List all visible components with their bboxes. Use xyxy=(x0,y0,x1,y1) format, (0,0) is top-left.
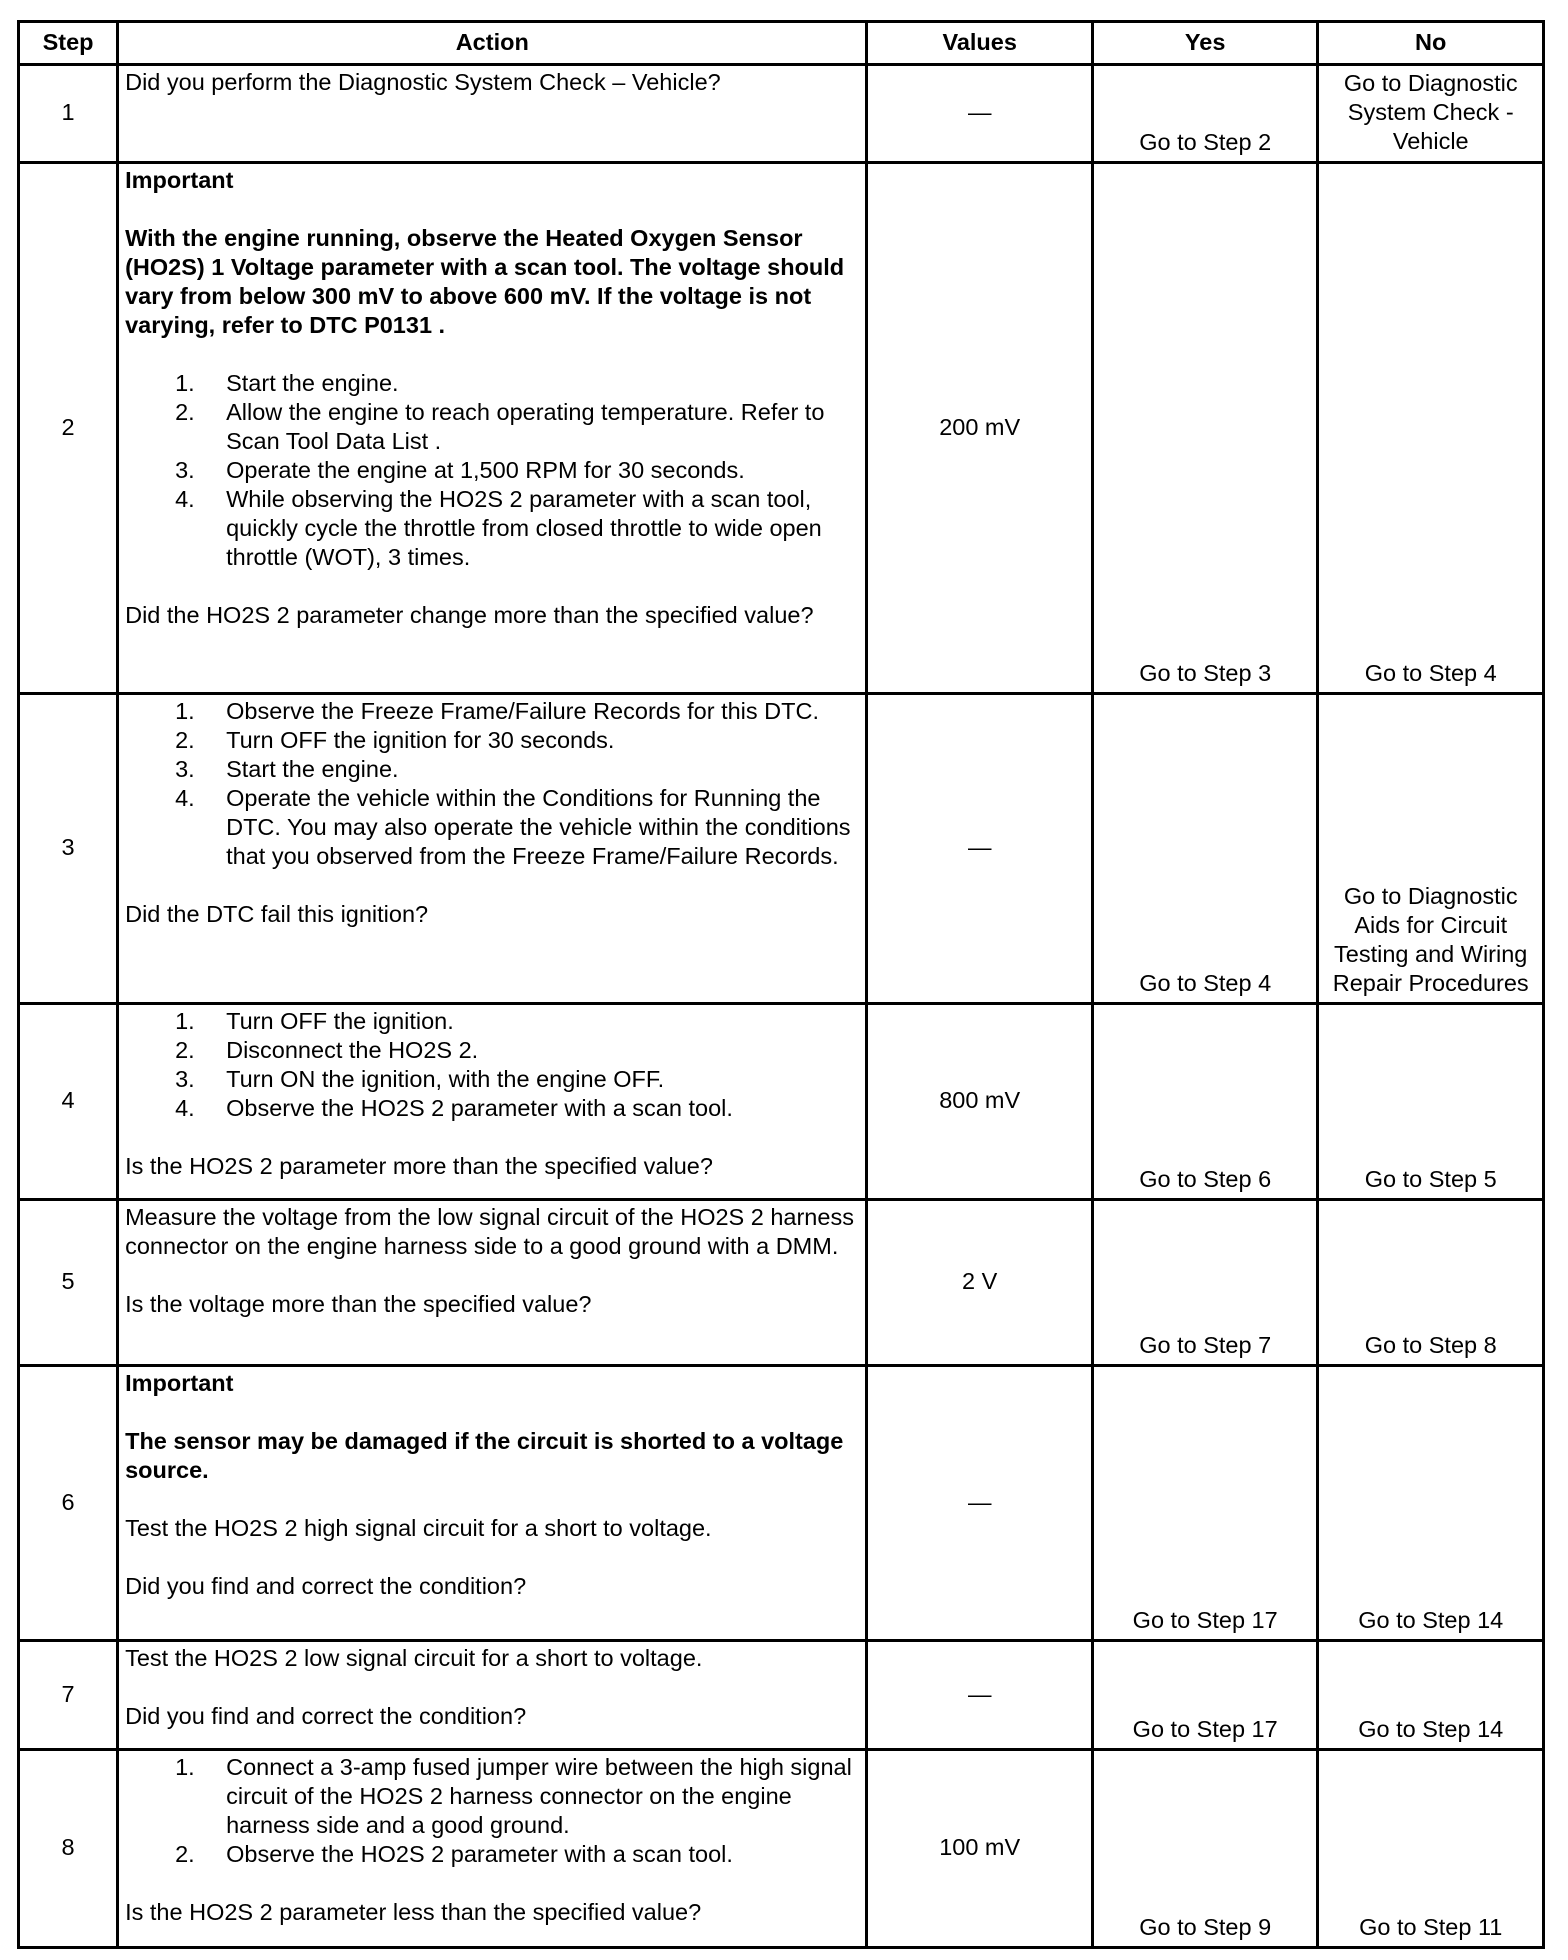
action-cell xyxy=(118,163,867,694)
no-action: Go to Diagnostic System Check - Vehicle xyxy=(1318,65,1544,163)
action-cell xyxy=(118,1750,867,1948)
procedure-step-text: Observe the HO2S 2 parameter with a scan tool. xyxy=(226,1841,733,1867)
important-text: With the engine running, observe the Heated Oxygen Sensor (HO2S) 1 Voltage parameter with a scan tool. The voltage should vary from below 300 mV to above 600 mV. If the voltage is not varying, refer to DTC P0131 . xyxy=(125,225,845,338)
procedure-step xyxy=(125,755,859,784)
procedure-step-text: Turn OFF the ignition. xyxy=(226,1008,454,1034)
important-text: The sensor may be damaged if the circuit is shorted to a voltage source. xyxy=(125,1428,844,1483)
action-text: Test the HO2S 2 low signal circuit for a short to voltage. xyxy=(125,1645,703,1671)
no-action: Go to Step 5 xyxy=(1318,1004,1544,1200)
question-text: Is the voltage more than the specified value? xyxy=(125,1291,592,1317)
diagnostic-table xyxy=(17,20,1545,1949)
procedure-step-text: Allow the engine to reach operating temperature. Refer to Scan Tool Data List . xyxy=(226,399,825,454)
procedure-step-text: Turn OFF the ignition for 30 seconds. xyxy=(226,727,615,753)
procedure-step-number: 2. xyxy=(175,727,195,753)
procedure-step xyxy=(125,398,859,456)
action-cell xyxy=(118,1366,867,1641)
no-action: Go to Step 14 xyxy=(1318,1366,1544,1641)
procedure-step xyxy=(125,1753,859,1840)
action-cell xyxy=(118,694,867,1004)
question-text: Did the HO2S 2 parameter change more than the specified value? xyxy=(125,602,814,628)
header-yes: Yes xyxy=(1092,22,1318,65)
procedure-step-text: Start the engine. xyxy=(226,370,399,396)
procedure-step-number: 3. xyxy=(175,756,195,782)
action-text: Test the HO2S 2 high signal circuit for a short to voltage. xyxy=(125,1515,712,1541)
procedure-step-number: 3. xyxy=(175,1066,195,1092)
procedure-step-text: Connect a 3-amp fused jumper wire between the high signal circuit of the HO2S 2 harness connector on the engine harness side and a good ground. xyxy=(226,1754,852,1838)
yes-action: Go to Step 2 xyxy=(1092,65,1318,163)
yes-action: Go to Step 4 xyxy=(1092,694,1318,1004)
question-text: Did you find and correct the condition? xyxy=(125,1703,527,1729)
important-title: Important xyxy=(125,167,234,193)
procedure-step xyxy=(125,784,859,871)
spec-value: 800 mV xyxy=(867,1004,1093,1200)
procedure-step xyxy=(125,726,859,755)
table-row xyxy=(19,1641,1544,1750)
procedure-step xyxy=(125,1840,859,1869)
question-text: Did you find and correct the condition? xyxy=(125,1573,527,1599)
procedure-step xyxy=(125,456,859,485)
spec-value: — xyxy=(867,1366,1093,1641)
procedure-step-number: 4. xyxy=(175,486,195,512)
procedure-list xyxy=(125,1007,859,1123)
procedure-step-number: 1. xyxy=(175,1754,195,1780)
yes-action: Go to Step 17 xyxy=(1092,1641,1318,1750)
procedure-step xyxy=(125,1007,859,1036)
procedure-list xyxy=(125,369,859,572)
table-body xyxy=(19,65,1544,1948)
procedure-step-text: Operate the vehicle within the Conditions for Running the DTC. You may also operate the vehicle within the conditions that you observed from the Freeze Frame/Failure Records. xyxy=(226,785,851,869)
table-row xyxy=(19,1004,1544,1200)
table-row xyxy=(19,1200,1544,1366)
step-number: 6 xyxy=(19,1366,118,1641)
procedure-step xyxy=(125,485,859,572)
header-values: Values xyxy=(867,22,1093,65)
procedure-step-text: Turn ON the ignition, with the engine OFF. xyxy=(226,1066,665,1092)
header-step: Step xyxy=(19,22,118,65)
procedure-step-text: Disconnect the HO2S 2. xyxy=(226,1037,479,1063)
procedure-step xyxy=(125,1036,859,1065)
procedure-step-number: 1. xyxy=(175,698,195,724)
table-row xyxy=(19,694,1544,1004)
header-row xyxy=(19,22,1544,65)
spec-value: 2 V xyxy=(867,1200,1093,1366)
procedure-step-text: Operate the engine at 1,500 RPM for 30 seconds. xyxy=(226,457,745,483)
spec-value: 100 mV xyxy=(867,1750,1093,1948)
procedure-step xyxy=(125,1094,859,1123)
procedure-step-number: 4. xyxy=(175,785,195,811)
step-number: 3 xyxy=(19,694,118,1004)
action-text: Did you perform the Diagnostic System Check – Vehicle? xyxy=(125,69,721,95)
procedure-step xyxy=(125,1065,859,1094)
step-number: 5 xyxy=(19,1200,118,1366)
question-text: Did the DTC fail this ignition? xyxy=(125,901,429,927)
yes-action: Go to Step 17 xyxy=(1092,1366,1318,1641)
procedure-step-text: Start the engine. xyxy=(226,756,399,782)
no-action: Go to Step 8 xyxy=(1318,1200,1544,1366)
no-action: Go to Step 4 xyxy=(1318,163,1544,694)
procedure-step-number: 1. xyxy=(175,370,195,396)
table-row xyxy=(19,1750,1544,1948)
no-action: Go to Step 14 xyxy=(1318,1641,1544,1750)
header-action: Action xyxy=(118,22,867,65)
step-number: 1 xyxy=(19,65,118,163)
procedure-step-number: 2. xyxy=(175,1841,195,1867)
procedure-step xyxy=(125,697,859,726)
procedure-step-text: While observing the HO2S 2 parameter with a scan tool, quickly cycle the throttle from closed throttle to wide open throttle (WOT), 3 times. xyxy=(226,486,822,570)
action-text: Measure the voltage from the low signal circuit of the HO2S 2 harness connector on the engine harness side to a good ground with a DMM. xyxy=(125,1204,854,1259)
important-title: Important xyxy=(125,1370,234,1396)
step-number: 8 xyxy=(19,1750,118,1948)
yes-action: Go to Step 3 xyxy=(1092,163,1318,694)
procedure-step-number: 3. xyxy=(175,457,195,483)
action-cell xyxy=(118,1200,867,1366)
action-cell xyxy=(118,65,867,163)
yes-action: Go to Step 7 xyxy=(1092,1200,1318,1366)
procedure-step-text: Observe the Freeze Frame/Failure Records for this DTC. xyxy=(226,698,819,724)
question-text: Is the HO2S 2 parameter less than the specified value? xyxy=(125,1899,702,1925)
spec-value: — xyxy=(867,65,1093,163)
procedure-step-number: 1. xyxy=(175,1008,195,1034)
spec-value: — xyxy=(867,1641,1093,1750)
spec-value: — xyxy=(867,694,1093,1004)
procedure-step xyxy=(125,369,859,398)
action-cell xyxy=(118,1641,867,1750)
procedure-step-number: 2. xyxy=(175,1037,195,1063)
table-row xyxy=(19,65,1544,163)
no-action: Go to Diagnostic Aids for Circuit Testing and Wiring Repair Procedures xyxy=(1318,694,1544,1004)
table-row xyxy=(19,163,1544,694)
yes-action: Go to Step 9 xyxy=(1092,1750,1318,1948)
diagnostic-page xyxy=(17,20,1545,1949)
table-row xyxy=(19,1366,1544,1641)
step-number: 7 xyxy=(19,1641,118,1750)
question-text: Is the HO2S 2 parameter more than the specified value? xyxy=(125,1153,713,1179)
action-cell xyxy=(118,1004,867,1200)
step-number: 2 xyxy=(19,163,118,694)
procedure-list xyxy=(125,697,859,871)
procedure-list xyxy=(125,1753,859,1869)
procedure-step-number: 4. xyxy=(175,1095,195,1121)
step-number: 4 xyxy=(19,1004,118,1200)
procedure-step-number: 2. xyxy=(175,399,195,425)
procedure-step-text: Observe the HO2S 2 parameter with a scan tool. xyxy=(226,1095,733,1121)
spec-value: 200 mV xyxy=(867,163,1093,694)
yes-action: Go to Step 6 xyxy=(1092,1004,1318,1200)
no-action: Go to Step 11 xyxy=(1318,1750,1544,1948)
header-no: No xyxy=(1318,22,1544,65)
